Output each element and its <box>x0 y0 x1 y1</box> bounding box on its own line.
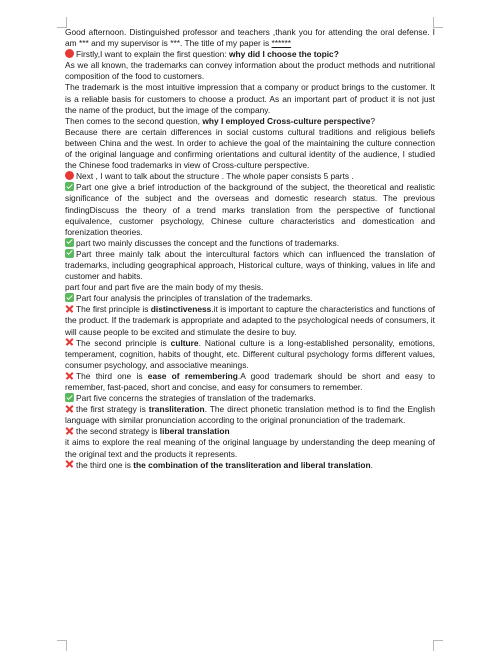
paragraph-strategy-two: the second strategy is liberal translation <box>65 426 435 437</box>
green-check-icon <box>65 238 74 247</box>
paper-title: ****** <box>271 38 292 49</box>
paragraph-principle-two: The second principle is culture. National culture is a long-established personality, emotions, temperament, cognition, habits of thought, etc. Different cultural psychology forms different values, consumer psychology, and associative meanings. <box>65 337 435 370</box>
crop-mark-top-right-v <box>433 17 434 27</box>
paragraph-trademark-impression: The trademark is the most intuitive impression that a company or product brings to the customer. It is a reliable basis for customers to choose a product. As an important part of product it is not just the name of the product, but the image of the company. <box>65 82 435 115</box>
crop-mark-top-left-v <box>66 17 67 27</box>
red-cross-mark-icon <box>65 338 74 347</box>
green-check-icon <box>65 182 74 191</box>
paragraph-principle-one: The first principle is distinctiveness.it is important to capture the characteristics and functions of the product. If the trademark is appropriate and adapted to the psychological needs of consumers, it will cause people to be excited and stimulate the desire to buy. <box>65 304 436 337</box>
paragraph-greeting: Good afternoon. Distinguished professor and teachers ,thank you for attending the oral defense. I am *** and my supervisor is ***. The title of my paper is ****** <box>65 27 435 49</box>
green-check-icon <box>65 249 74 258</box>
paragraph-trademark-info: As we all known, the trademarks can convey information about the product methods and nutritional composition of the food to customers. <box>65 60 435 82</box>
crop-mark-bottom-right-v <box>433 641 434 651</box>
red-circle-icon <box>65 49 74 58</box>
paragraph-liberal-translation: it aims to explore the real meaning of the original language by understanding the deep meaning of the original text and the products it represents. <box>65 437 435 459</box>
red-cross-mark-icon <box>65 404 74 413</box>
red-cross-mark-icon <box>65 426 74 435</box>
paragraph-principle-three: The third one is ease of remembering.A good trademark should be short and easy to remember, fast-paced, short and concise, and easy for consumers to remember. <box>65 370 435 392</box>
paragraph-part-five: Part five concerns the strategies of translation of the trademarks. <box>65 393 435 404</box>
paragraph-part-two: part two mainly discusses the concept and the functions of trademarks. <box>65 238 435 249</box>
paragraph-part-one: Part one give a brief introduction of the background of the subject, the theoretical and realistic significance of the subject and the overseas and domestic research status. The previous findingDiscuss the theory of a trend marks translation from the perspective of functional equivalence, customer psychology, Chinese culture characteristics and domestication and forenization theories. <box>65 182 435 237</box>
paragraph-first-question: Firstly,I want to explain the first question: why did I choose the topic? <box>65 49 435 60</box>
red-circle-icon <box>65 171 74 180</box>
paragraph-main-body: part four and part five are the main body of my thesis. <box>65 282 264 293</box>
green-check-icon <box>65 393 74 402</box>
paragraph-strategy-one: the first strategy is transliteration. The direct phonetic translation method is to find the English language with similar pronunciation according to the original pronunciation of the trademark. <box>65 404 435 426</box>
document-body <box>65 27 435 471</box>
paragraph-part-three: Part three mainly talk about the intercultural factors which can influenced the translation of trademarks, including geographical approach, Historical culture, ways of thinking, values in life and customer and habits. <box>65 248 435 282</box>
paragraph-strategy-three: the third one is the combination of the transliteration and liberal translation. <box>65 460 435 471</box>
red-cross-mark-icon <box>65 371 74 380</box>
green-check-icon <box>65 293 74 302</box>
paragraph-structure: Next , I want to talk about the structure . The whole paper consists 5 parts . <box>65 171 435 182</box>
red-cross-mark-icon <box>65 460 74 469</box>
crop-mark-bottom-right-h <box>433 640 443 641</box>
crop-mark-bottom-left-v <box>66 641 67 651</box>
paragraph-second-question: Then comes to the second question, why I employed Cross-culture perspective? <box>65 115 376 126</box>
red-cross-mark-icon <box>65 304 74 313</box>
paragraph-part-four: Part four analysis the principles of translation of the trademarks. <box>65 293 435 304</box>
paragraph-cultural-differences: Because there are certain differences in social customs cultural traditions and religious beliefs between China and the west. In order to achieve the goal of the maintaining the culture connection of the original language and confirming orientations and cultural identity of the audience, I studied the Chinese food trademarks in view of Cross-culture perspective. <box>65 126 435 171</box>
